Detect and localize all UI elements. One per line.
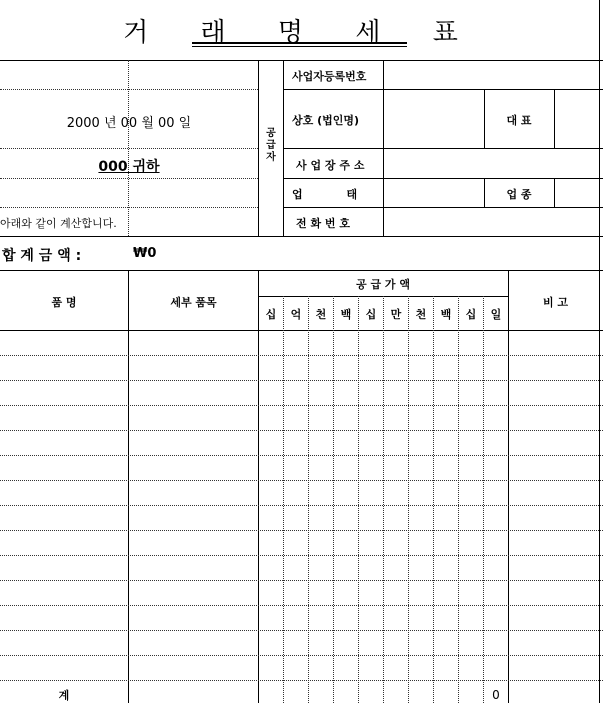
address-label: 사 업 장 주 소: [296, 159, 365, 172]
left-row-divider: [0, 207, 258, 208]
calculation-note: 아래와 같이 계산합니다.: [0, 217, 117, 230]
digit-header: 십: [365, 308, 377, 321]
digit-header: 천: [315, 308, 327, 321]
table-row-line: [0, 680, 603, 681]
digit-header: 십: [465, 308, 477, 321]
digit-col-line: [358, 296, 359, 703]
page-right-border: [599, 0, 600, 703]
table-row-line: [0, 430, 603, 431]
total-amount-value: ₩0: [133, 246, 157, 261]
total-amount-label: 합 계 금 액 :: [2, 248, 82, 264]
table-row-line: [0, 530, 603, 531]
left-row-divider: [0, 89, 258, 90]
col-line-amount: [258, 270, 259, 703]
digit-header: 일: [490, 308, 502, 321]
supplier-row-line: [283, 89, 603, 90]
digit-header: 백: [340, 308, 352, 321]
company-name-label: 상호 (법인명): [292, 114, 360, 127]
recipient-name: 000 귀하: [98, 159, 160, 175]
left-row-divider: [0, 178, 258, 179]
col-remark-header: 비 고: [542, 296, 569, 309]
supplier-row-line: [283, 207, 603, 208]
footer-total-label: 계: [58, 689, 70, 702]
header-bottom-border: [0, 236, 603, 237]
col-detail-header: 세부 품목: [170, 296, 217, 309]
header-top-border: [0, 60, 603, 61]
document-title: 거 래 명 세 표: [123, 18, 480, 48]
business-type-label: 업 태: [292, 188, 358, 201]
digit-header: 십: [265, 308, 277, 321]
representative-label: 대 표: [506, 114, 532, 127]
digit-header: 백: [440, 308, 452, 321]
supplier-row-line: [283, 178, 603, 179]
digit-col-line: [333, 296, 334, 703]
table-row-line: [0, 630, 603, 631]
digit-col-line: [283, 296, 284, 703]
digit-col-line: [433, 296, 434, 703]
supplier-type-value-border: [554, 178, 555, 207]
footer-total-value: 0: [492, 688, 500, 702]
col-supply-amount-header: 공 급 가 액: [356, 278, 410, 291]
supplier-left-border: [258, 60, 259, 236]
col-item-name-header: 품 명: [51, 296, 77, 309]
table-row-line: [0, 455, 603, 456]
supplier-row-line: [283, 148, 603, 149]
phone-label: 전 화 번 호: [296, 217, 350, 230]
table-row-line: [0, 580, 603, 581]
table-row-line: [0, 355, 603, 356]
digit-col-line: [458, 296, 459, 703]
business-item-label: 업 종: [506, 188, 532, 201]
digit-col-line: [483, 296, 484, 703]
col-line-detail: [128, 270, 129, 703]
issue-date: 2000 년 00 월 00 일: [66, 116, 192, 131]
table-row-line: [0, 605, 603, 606]
title-underline: [192, 42, 407, 44]
table-row-line: [0, 555, 603, 556]
table-row-line: [0, 380, 603, 381]
digit-header: 만: [390, 308, 402, 321]
table-row-line: [0, 655, 603, 656]
table-top-border: [0, 270, 603, 271]
supplier-vertical-label: 공급자: [266, 128, 276, 163]
digit-col-line: [408, 296, 409, 703]
table-header-bottom: [0, 330, 603, 331]
reg-no-label: 사업자등록번호: [292, 70, 367, 83]
col-line-remark: [508, 270, 509, 703]
table-row-line: [0, 505, 603, 506]
digit-header: 천: [415, 308, 427, 321]
table-row-line: [0, 405, 603, 406]
digit-header: 억: [290, 308, 302, 321]
left-row-divider: [0, 148, 258, 149]
digit-col-line: [308, 296, 309, 703]
left-col-divider: [128, 60, 129, 236]
table-row-line: [0, 480, 603, 481]
digit-col-line: [383, 296, 384, 703]
supplier-rep-value-border: [554, 89, 555, 148]
title-underline-thin: [192, 46, 407, 47]
